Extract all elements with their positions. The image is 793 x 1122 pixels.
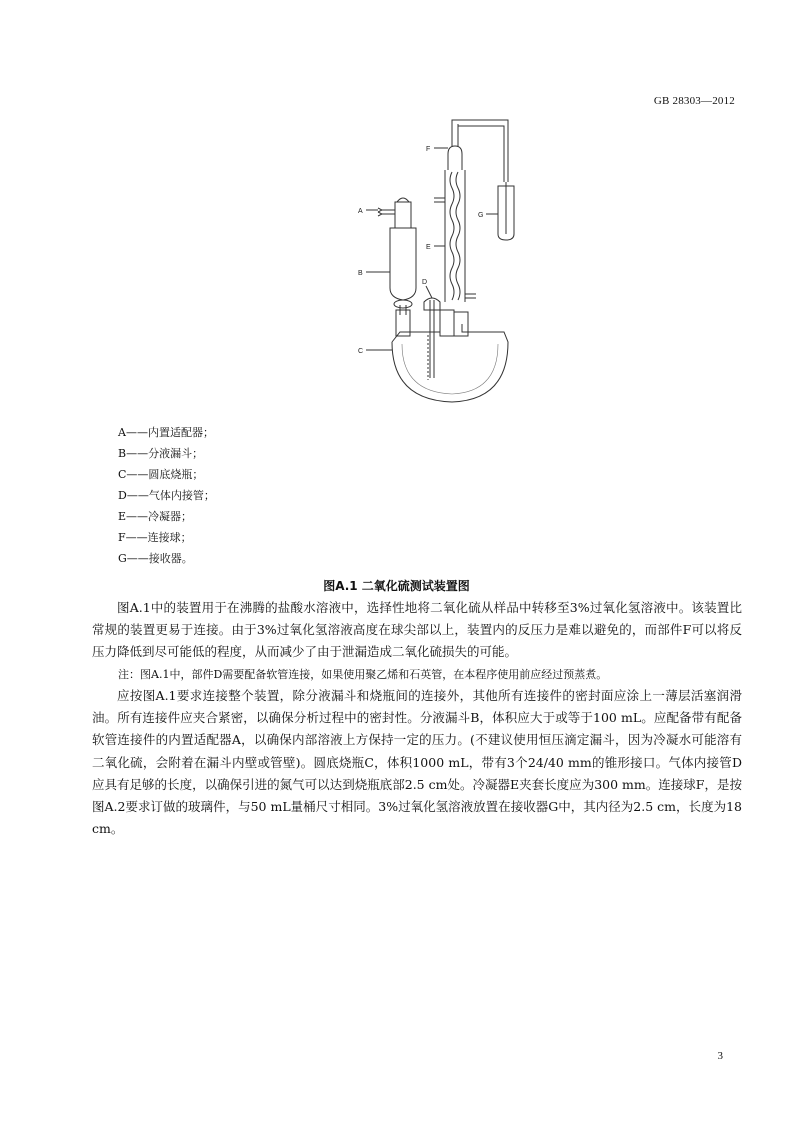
gas-inlet-tube <box>430 300 434 378</box>
note-text: 注：图A.1中，部件D需要配备软管连接，如果使用聚乙烯和石英管，在本程序使用前应经过预蒸煮。 <box>118 668 608 681</box>
apparatus-diagram <box>340 110 550 410</box>
standard-code: GB 28303—2012 <box>653 95 735 107</box>
figure-label-a: A <box>358 208 363 215</box>
paragraph-2-block <box>92 685 742 840</box>
apparatus-figure <box>340 110 550 410</box>
figure-label-b: B <box>358 270 363 277</box>
connecting-ball <box>448 146 462 170</box>
paragraph-1: 图A.1中的装置用于在沸腾的盐酸水溶液中，选择性地将二氧化硫从样品中转移至3%过氧化氢溶液中。该装置比常规的装置更易于连接。由于3%过氧化氢溶液高度在球尖部以上，装置内的反压力是难以避免的，而部件F可以将反压力降低到尽可能低的程度，从而减少了由于泄漏造成二氧化硫损失的可能。 <box>92 600 742 660</box>
figure-caption: 图A.1 二氧化硫测试装置图 <box>323 579 470 593</box>
figure-label-c: C <box>358 348 364 355</box>
legend-item: B——分液漏斗； <box>118 447 204 460</box>
legend-item: G——接收器。 <box>118 552 193 565</box>
figure-label-d: D <box>422 279 428 286</box>
paragraph-2: 应按图A.1要求连接整个装置，除分液漏斗和烧瓶间的连接外，其他所有连接件的密封面应涂上一薄层活塞润滑油。所有连接件应夹合紧密，以确保分析过程中的密封性。分液漏斗B，体积应大于或等于100 mL。应配备带有配备软管连接件的内置适配器A，以确保内部溶液上方保持一定的压力。(不建议使用恒压滴定漏斗，因为冷凝水可能溶有二氧化硫，会附着在漏斗内壁或管壁)。圆底烧瓶C，体积1000 mL，带有3个24/40 mm的锥形接口。气体内接管D应具有足够的长度，以确保引进的氮气可以达到烧瓶底部2.5 cm处。冷凝器E夹套长度应为300 mm。连接球F，是按图A.2要求订做的玻璃件，与50 mL量桶尺寸相同。3%过氧化氢溶液放置在接收器G中，其内径为2.5 cm，长度为18 cm。 <box>92 688 742 837</box>
figure-legend <box>118 422 215 569</box>
figure-label-e: E <box>426 244 431 251</box>
condenser <box>445 170 465 302</box>
separatory-funnel <box>390 228 416 300</box>
figure-label-f: F <box>426 146 431 153</box>
legend-item: A——内置适配器； <box>118 426 214 439</box>
page-number: 3 <box>717 1050 723 1062</box>
legend-item: E——冷凝器； <box>118 510 193 523</box>
legend-item: F——连接球； <box>118 531 192 544</box>
paragraph-1-block <box>92 597 742 664</box>
legend-item: D——气体内接管； <box>118 489 215 502</box>
legend-item: C——圆底烧瓶； <box>118 468 204 481</box>
figure-label-g: G <box>478 212 484 219</box>
